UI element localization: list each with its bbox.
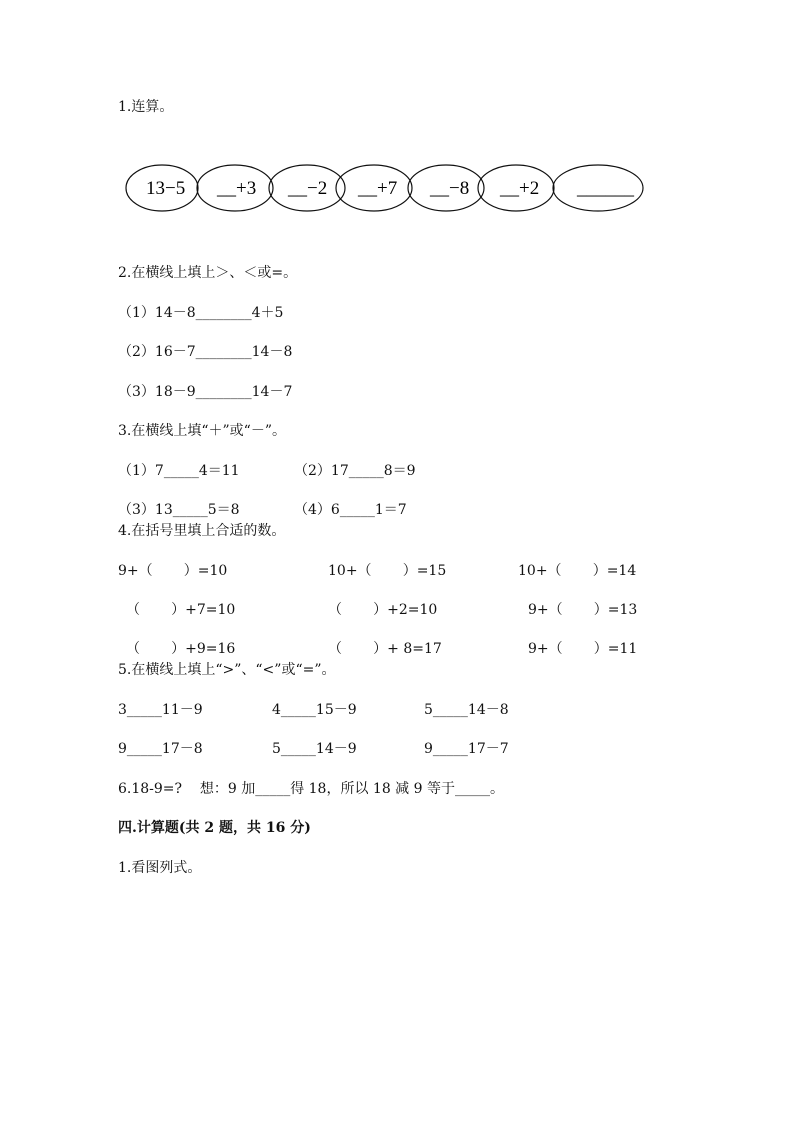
q4-r3-c3: 9+（ ）=11	[528, 641, 638, 657]
q5-r2-c1: 9_____17－8	[118, 741, 203, 757]
q3-item-2: （2）17_____8＝9	[294, 463, 416, 479]
q3-item-3: （3）13_____5＝8	[118, 502, 240, 518]
q5-r2-c3: 9_____17－7	[424, 741, 509, 757]
chain-text-5: __−8	[430, 178, 470, 199]
chain-text-3: __−2	[288, 178, 328, 199]
q1-title: 1.连算。	[118, 99, 174, 115]
q2-item-2: （2）16－7________14－8	[118, 344, 293, 360]
q3-item-1: （1）7_____4＝11	[118, 463, 240, 479]
q4-r3-c1: （ ）+9=16	[126, 641, 236, 657]
q2-item-3: （3）18－9________14－7	[118, 384, 293, 400]
q5-r1-c3: 5_____14－8	[424, 702, 509, 718]
q4-r2-c3: 9+（ ）=13	[528, 602, 638, 618]
q4-r2-c1: （ ）+7=10	[126, 602, 236, 618]
q4-title: 4.在括号里填上合适的数。	[118, 523, 286, 539]
section-4-q1-title: 1.看图列式。	[118, 860, 202, 876]
chain-text-7: ______	[577, 178, 634, 199]
q5-title: 5.在横线上填上“>”、“<”或“=”。	[118, 662, 336, 678]
q3-title: 3.在横线上填“＋”或“－”。	[118, 423, 286, 439]
q5-r1-c2: 4_____15－9	[272, 702, 357, 718]
q4-r1-c2: 10+（ ）=15	[328, 563, 447, 579]
q3-item-4: （4）6_____1＝7	[294, 502, 407, 518]
q2-item-1: （1）14－8________4＋5	[118, 305, 284, 321]
chain-text-1: 13−5	[146, 178, 186, 199]
chain-text-2: __+3	[217, 178, 257, 199]
q4-r2-c2: （ ）+2=10	[328, 602, 438, 618]
chain-text-4: __+7	[358, 178, 398, 199]
q2-title: 2.在横线上填上＞、＜或=。	[118, 265, 298, 281]
chain-calculation-diagram	[118, 158, 648, 218]
section-4-heading: 四.计算题(共 2 题，共 16 分)	[118, 820, 311, 836]
chain-text-6: __+2	[500, 178, 540, 199]
q4-r1-c1: 9+（ ）=10	[118, 563, 228, 579]
q4-r3-c2: （ ）+ 8=17	[328, 641, 442, 657]
q5-r2-c2: 5_____14－9	[272, 741, 357, 757]
q4-r1-c3: 10+（ ）=14	[518, 563, 637, 579]
q5-r1-c1: 3_____11－9	[118, 702, 203, 718]
q6-text: 6.18-9=? 想：9 加_____得 18，所以 18 减 9 等于_____。	[118, 781, 504, 797]
